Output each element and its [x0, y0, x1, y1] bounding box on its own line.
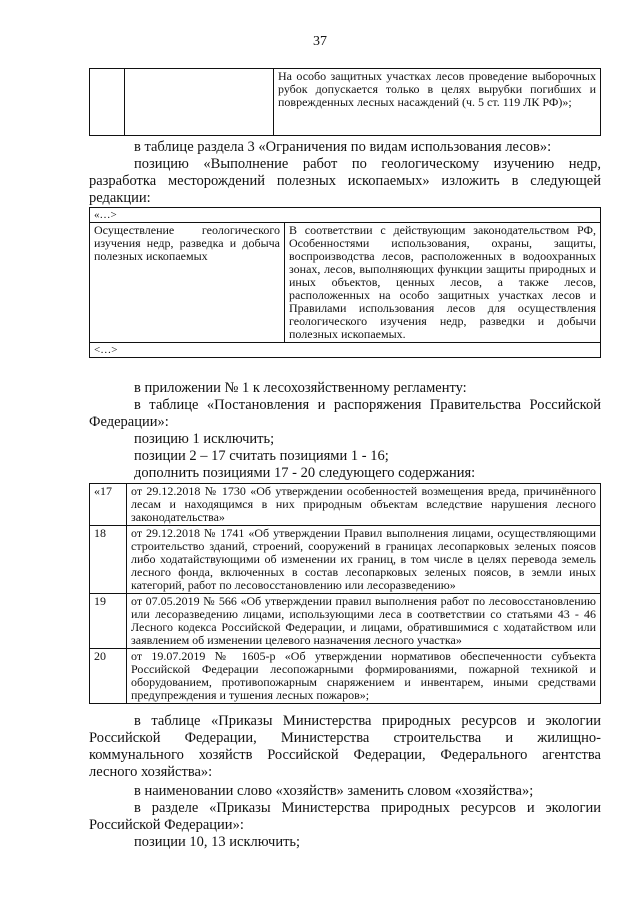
table2-left-cell: Осуществление геологического изучения недр, разведка и добыча полезных ископаемых	[90, 223, 285, 343]
row-number: «17	[90, 484, 127, 526]
government-acts-table	[89, 483, 601, 704]
table1-cell-empty	[125, 69, 274, 136]
row-text: от 19.07.2019 № 1605-р «Об утверждении нормативов обеспеченности субъекта Российской Федерации лесопожарными формированиями, пожарной техникой и оборудованием, противопожарным снаряжением и инвентарем, иными средствами предупреждения и тушения лесных пожаров»;	[127, 649, 601, 704]
table1-cell-num	[90, 69, 125, 136]
row-number: 20	[90, 649, 127, 704]
paragraph-position-line1: позицию «Выполнение работ по геологическому изучению недр,	[134, 156, 601, 172]
paragraph-exclude: позицию 1 исключить;	[134, 431, 275, 447]
paragraph-add: дополнить позициями 17 - 20 следующего содержания:	[134, 465, 476, 481]
table1-cell-text: На особо защитных участках лесов проведение выборочных рубок допускается только в целях вырубки погибших и поврежденных лесных насаждений (ч. 5 ст. 119 ЛК РФ)»;	[274, 69, 601, 136]
paragraph-rename: в наименовании слово «хозяйств» заменить словом «хозяйства»;	[134, 783, 534, 799]
row-number: 18	[90, 526, 127, 594]
paragraph-ministry-line4: лесного хозяйства»:	[89, 764, 213, 780]
paragraph-table-section3: в таблице раздела 3 «Ограничения по видам использования лесов»:	[134, 139, 552, 155]
paragraph-gov-table-line1: в таблице «Постановления и распоряжения Правительства Российской	[134, 397, 601, 413]
table-row	[90, 594, 601, 649]
paragraph-gov-table-line2: Федерации»:	[89, 414, 169, 430]
table-row	[90, 649, 601, 704]
paragraph-position-line3: редакции:	[89, 190, 151, 206]
table2-marker-bottom: <…>	[90, 343, 601, 358]
paragraph-section-line2: Российской Федерации»:	[89, 817, 244, 833]
row-text: от 07.05.2019 № 566 «Об утверждении правил выполнения работ по лесовосстановлению или лесоразведению лицами, использующими леса в соответствии со статьями 43 - 46 Лесного кодекса Российской Федерации, и лицами, обратившимися с ходатайством или заявлением об изменении целевого назначения лесного участка»	[127, 594, 601, 649]
row-number: 19	[90, 594, 127, 649]
table-row	[90, 526, 601, 594]
page-number: 37	[313, 34, 327, 49]
paragraph-ministry-line1: в таблице «Приказы Министерства природных ресурсов и экологии	[134, 713, 601, 729]
paragraph-ministry-line2: Российской Федерации, Министерства строительства и жилищно-	[89, 730, 601, 746]
row-text: от 29.12.2018 № 1741 «Об утверждении Правил выполнения лицами, осуществляющими строительство зданий, строений, сооружений в границах лесопарковых зеленых поясов либо ходатайствующими об изменении их границ, в том числе в целях перевода земель лесного фонда, включенных в состав лесопарковых зеленых поясов, в земли иных категорий, работ по лесовосстановлению или лесоразведению»	[127, 526, 601, 594]
paragraph-exclude-positions: позиции 10, 13 исключить;	[134, 834, 301, 850]
paragraph-ministry-line3: коммунального хозяйств Российской Федерации, Федерального агентства	[89, 747, 601, 763]
paragraph-appendix: в приложении № 1 к лесохозяйственному регламенту:	[134, 380, 467, 396]
restrictions-table	[89, 207, 601, 358]
table-row	[90, 484, 601, 526]
paragraph-renumber: позиции 2 – 17 считать позициями 1 - 16;	[134, 448, 389, 464]
paragraph-section-line1: в разделе «Приказы Министерства природных ресурсов и экологии	[134, 800, 601, 816]
continuation-table	[89, 68, 601, 136]
paragraph-position-line2: разработка месторождений полезных ископаемых» изложить в следующей	[89, 173, 601, 189]
row-text: от 29.12.2018 № 1730 «Об утверждении особенностей возмещения вреда, причинённого лесам и находящимся в них природным объектам вследствие нарушения лесного законодательства»	[127, 484, 601, 526]
table2-right-cell: В соответствии с действующим законодательством РФ, Особенностями использования, охраны, защиты, воспроизводства лесов, расположенных в водоохранных зонах, лесов, выполняющих функции защиты природных и иных объектов, ценных лесов, а также лесов, расположенных на особо защитных участках лесов и Правилами использования лесов для осуществления геологического изучения недр, разведки и добычи полезных ископаемых.	[285, 223, 601, 343]
table2-marker-top: «…>	[90, 208, 601, 223]
